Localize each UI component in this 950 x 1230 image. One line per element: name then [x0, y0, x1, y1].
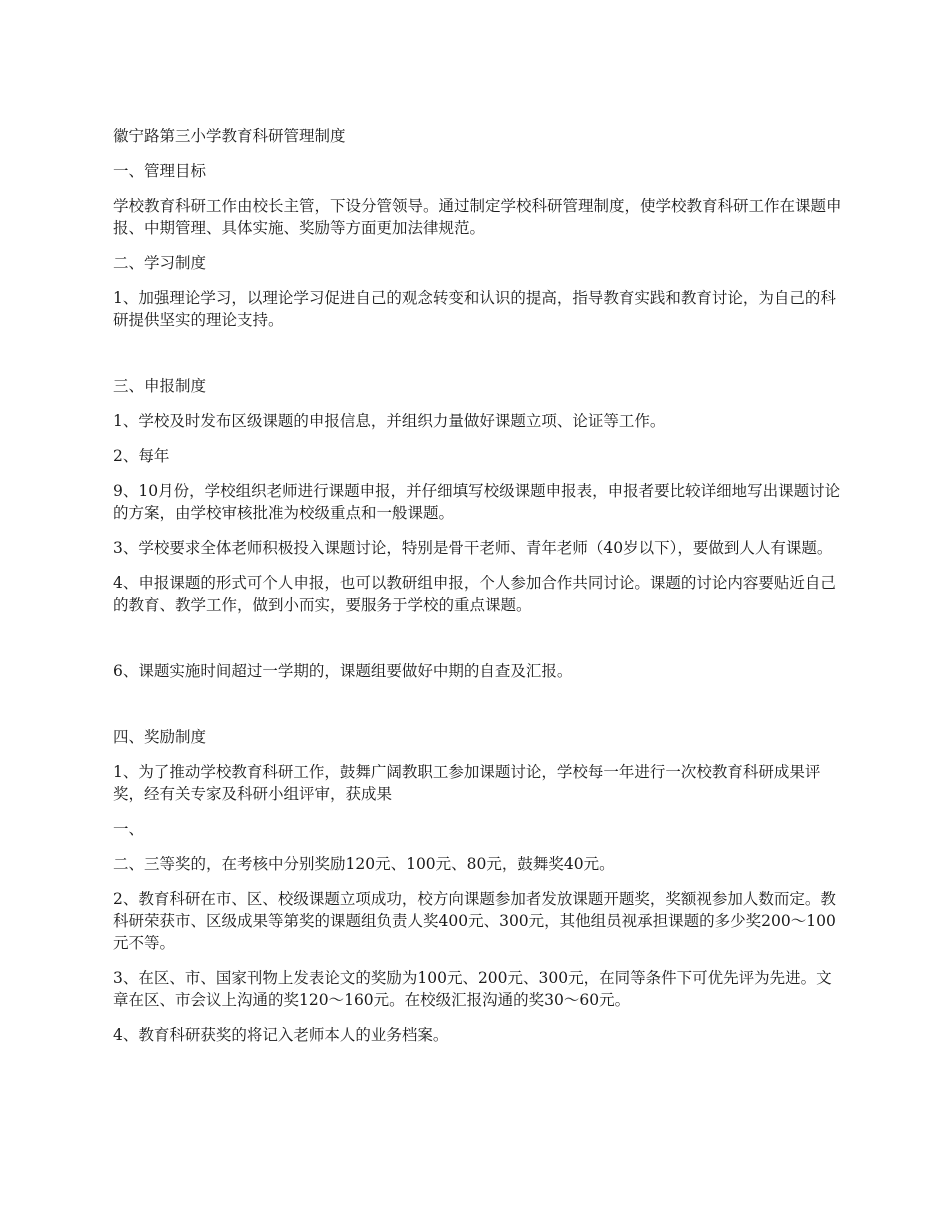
paragraph: 2、每年 — [113, 447, 170, 465]
paragraph: 4、教育科研获奖的将记入老师本人的业务档案。 — [113, 1026, 449, 1044]
paragraph: 2、教育科研在市、区、校级课题立项成功，校方向课题参加者发放课题开题奖，奖额视参加人数而定。教科研荣获市、区级成果等第奖的课题组负责人奖400元、300元，其他组员视承担课题的多少奖200～100元不等。 — [113, 890, 836, 952]
paragraph: 1、为了推动学校教育科研工作，鼓舞广阔教职工参加课题讨论，学校每一年进行一次校教育科研成果评奖，经有关专家及科研小组评审，获成果 — [113, 763, 821, 803]
paragraph: 3、学校要求全体老师积极投入课题讨论，特别是骨干老师、青年老师（40岁以下），要做到人人有课题。 — [113, 539, 833, 557]
paragraph: 6、课题实施时间超过一学期的，课题组要做好中期的自查及汇报。 — [113, 662, 573, 680]
blank-space — [113, 629, 843, 660]
paragraph: 学校教育科研工作由校长主管，下设分管领导。通过制定学校科研管理制度，使学校教育科研工作在课题申报、中期管理、具体实施、奖励等方面更加法律规范。 — [113, 197, 842, 237]
blank-space — [113, 344, 843, 375]
section-heading-application-system: 三、申报制度 — [113, 377, 207, 395]
document-title: 徽宁路第三小学教育科研管理制度 — [113, 127, 346, 145]
paragraph: 9、10月份，学校组织老师进行课题申报，并仔细填写校级课题申报表，申报者要比较详细地写出课题讨论的方案，由学校审核批准为校级重点和一般课题。 — [113, 482, 841, 522]
document-page — [113, 125, 843, 1059]
section-heading-study-system: 二、学习制度 — [113, 254, 207, 272]
paragraph: 3、在区、市、国家刊物上发表论文的奖励为100元、200元、300元，在同等条件下可优先评为先进。文章在区、市会议上沟通的奖120～160元。在校级汇报沟通的奖30～60元。 — [113, 969, 832, 1009]
paragraph: 一、 — [113, 820, 145, 838]
paragraph: 4、申报课题的形式可个人申报，也可以教研组申报，个人参加合作共同讨论。课题的讨论内容要贴近自己的教育、教学工作，做到小而实，要服务于学校的重点课题。 — [113, 574, 836, 614]
paragraph: 二、三等奖的，在考核中分别奖励120元、100元、80元，鼓舞奖40元。 — [113, 855, 615, 873]
paragraph: 1、学校及时发布区级课题的申报信息，并组织力量做好课题立项、论证等工作。 — [113, 412, 666, 430]
section-heading-reward-system: 四、奖励制度 — [113, 728, 207, 746]
paragraph: 1、加强理论学习，以理论学习促进自己的观念转变和认识的提高，指导教育实践和教育讨论，为自己的科研提供坚实的理论支持。 — [113, 289, 836, 329]
section-heading-management-goals: 一、管理目标 — [113, 162, 207, 180]
blank-space — [113, 695, 843, 726]
